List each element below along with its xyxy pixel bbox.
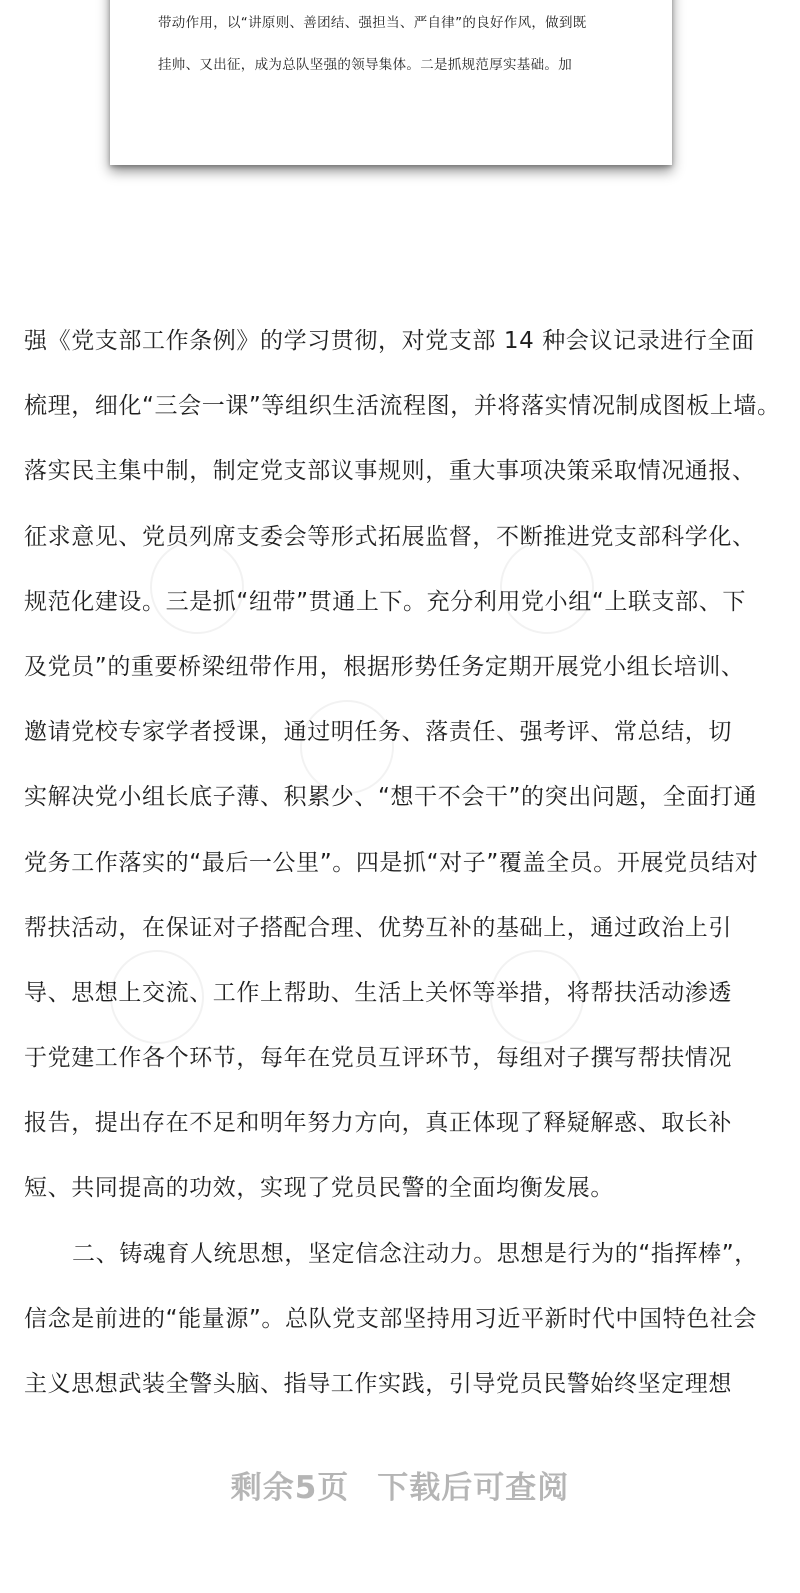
preview-line: 带动作用，以“讲原则、善团结、强担当、严自律”的良好作风，做到既 <box>158 15 587 31</box>
body-line: 强《党支部工作条例》的学习贯彻，对党支部 14 种会议记录进行全面 <box>24 328 755 354</box>
body-line: 及党员”的重要桥梁纽带作用，根据形势任务定期开展党小组长培训、 <box>24 653 745 680</box>
body-line: 导、思想上交流、工作上帮助、生活上关怀等举措，将帮扶活动渗透 <box>24 979 732 1006</box>
body-line: 邀请党校专家学者授课，通过明任务、落责任、强考评、常总结，切 <box>24 719 732 746</box>
body-line: 党务工作落实的“最后一公里”。四是抓“对子”覆盖全员。开展党员结对 <box>24 849 759 876</box>
body-line: 于党建工作各个环节，每年在党员互评环节，每组对子撰写帮扶情况 <box>24 1045 732 1072</box>
body-line: 落实民主集中制，制定党支部议事规则，重大事项决策采取情况通报、 <box>24 458 756 485</box>
remaining-pages-label: 剩余5页 <box>230 1470 350 1506</box>
download-prompt[interactable] <box>0 1462 800 1507</box>
body-line: 主义思想武装全警头脑、指导工作实践，引导党员民警始终坚定理想 <box>24 1371 732 1397</box>
body-line: 信念是前进的“能量源”。总队党支部坚持用习近平新时代中国特色社会 <box>24 1305 758 1332</box>
body-line: 实解决党小组长底子薄、积累少、“想干不会干”的突出问题，全面打通 <box>24 784 758 811</box>
document-body <box>24 315 781 1423</box>
body-line: 短、共同提高的功效，实现了党员民警的全面均衡发展。 <box>24 1175 614 1202</box>
body-line: 帮扶活动，在保证对子搭配合理、优势互补的基础上，通过政治上引 <box>24 914 732 941</box>
body-line: 梳理，细化“三会一课”等组织生活流程图，并将落实情况制成图板上墙。 <box>24 393 781 420</box>
body-line: 征求意见、党员列席支委会等形式拓展监督，不断推进党支部科学化、 <box>24 523 756 550</box>
preview-line: 挂帅、又出征，成为总队坚强的领导集体。二是抓规范厚实基础。加 <box>158 57 572 73</box>
body-line: 规范化建设。三是抓“纽带”贯通上下。充分利用党小组“上联支部、下 <box>24 588 746 615</box>
download-to-view-label: 下载后可查阅 <box>377 1470 570 1506</box>
body-line: 报告，提出存在不足和明年努力方向，真正体现了释疑解惑、取长补 <box>24 1110 732 1137</box>
section-heading-line: 二、铸魂育人统思想，坚定信念注动力。思想是行为的“指挥棒”， <box>72 1240 758 1267</box>
preview-text <box>158 2 638 86</box>
document-preview-card <box>110 0 672 165</box>
